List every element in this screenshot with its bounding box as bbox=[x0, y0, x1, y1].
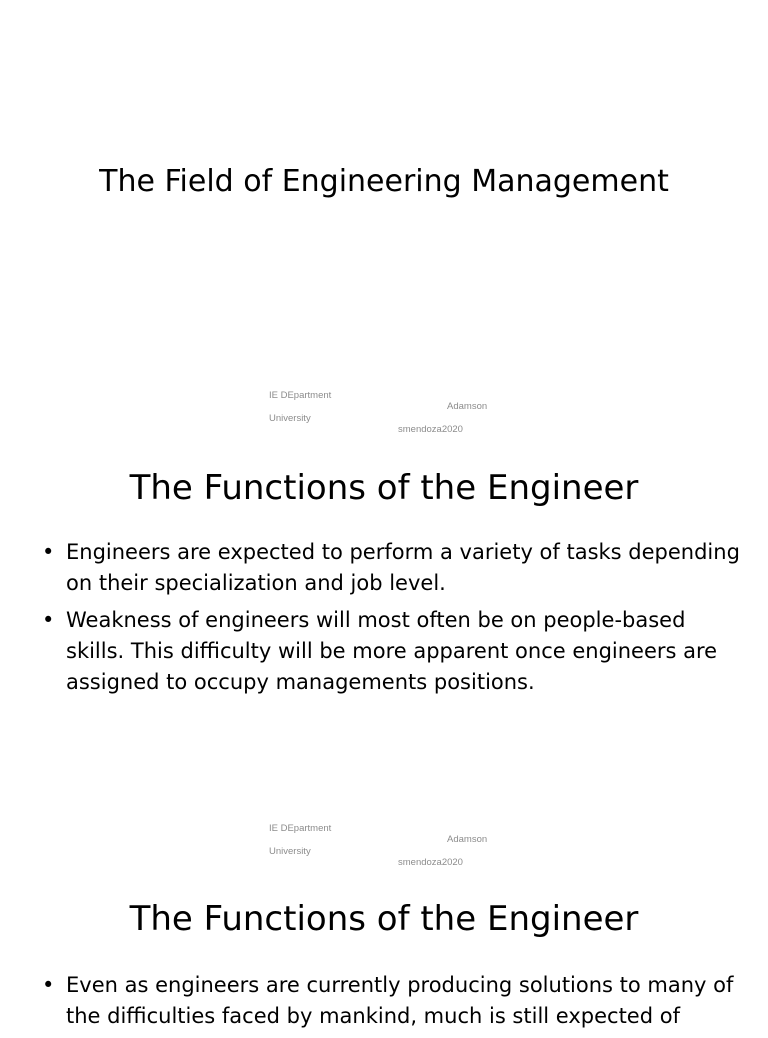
slide-1-footer-department: IE DEpartment bbox=[269, 390, 332, 401]
bullet-icon: • bbox=[42, 973, 55, 997]
slide-2-bullet-item bbox=[40, 537, 740, 599]
slide-3-bullet-list bbox=[40, 970, 740, 1038]
slide-3-bullet-item bbox=[40, 970, 740, 1032]
slide-2-footer-school-name: Adamson bbox=[447, 834, 488, 845]
slide-2-bullet-list bbox=[40, 537, 740, 704]
slide-2-bullet-item bbox=[40, 605, 740, 698]
slide-3-title: The Functions of the Engineer bbox=[129, 899, 639, 939]
slide-1-footer-school-type: University bbox=[269, 413, 311, 424]
slide-1-title: The Field of Engineering Management bbox=[99, 164, 669, 199]
slide-1-footer-author: smendoza2020 bbox=[398, 424, 463, 435]
slide-2-footer-school-type: University bbox=[269, 846, 311, 857]
bullet-icon: • bbox=[42, 540, 55, 564]
slide-2-bullet-text: Engineers are expected to perform a variety of tasks depending on their specialization and job level. bbox=[66, 540, 740, 595]
slide-3-bullet-text: Even as engineers are currently producing solutions to many of the difficulties faced by mankind, much is still expected of bbox=[66, 973, 734, 1028]
slide-1-footer-school-name: Adamson bbox=[447, 401, 488, 412]
bullet-icon: • bbox=[42, 608, 55, 632]
slide-2-footer-department: IE DEpartment bbox=[269, 823, 332, 834]
slide-2-title: The Functions of the Engineer bbox=[129, 468, 639, 508]
slide-2-bullet-text: Weakness of engineers will most often be on people-based skills. This difficulty will be more apparent once engineers are assigned to occupy managements positions. bbox=[66, 608, 718, 694]
slide-2-footer-author: smendoza2020 bbox=[398, 857, 463, 868]
